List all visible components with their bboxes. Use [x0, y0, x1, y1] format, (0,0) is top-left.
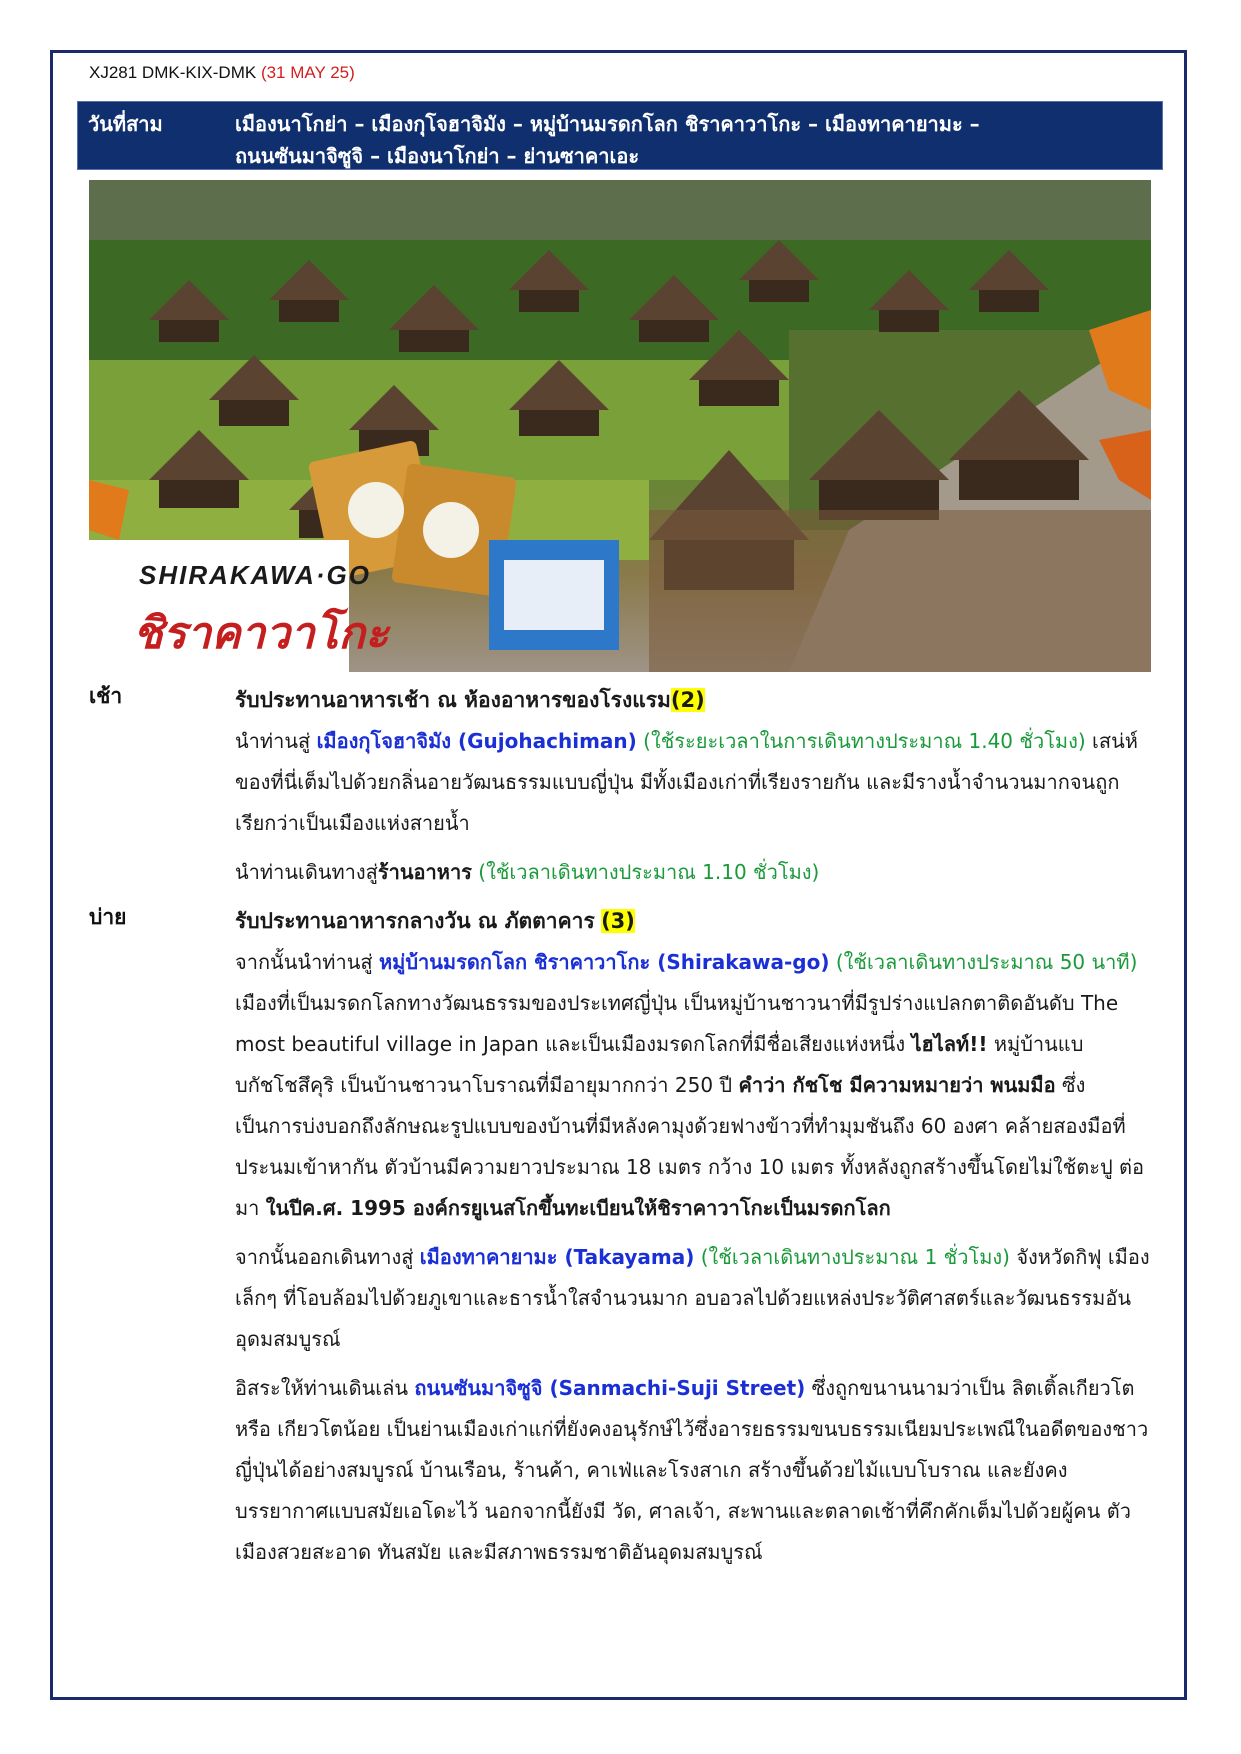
logo-english: SHIRAKAWA·GO — [139, 560, 371, 590]
morning-section — [89, 680, 1151, 893]
day-title-bar — [77, 101, 1163, 170]
restaurant-text: ร้านอาหาร — [377, 860, 472, 884]
morning-paragraph-1 — [235, 721, 1151, 844]
flight-code: XJ281 DMK-KIX-DMK — [89, 63, 257, 82]
place-takayama: เมืองทาคายามะ (Takayama) — [419, 1245, 695, 1269]
afternoon-paragraph-3 — [235, 1368, 1151, 1573]
text-segment: นำท่านเดินทางสู่ — [235, 860, 378, 884]
text-segment: จากนั้นออกเดินทางสู่ — [235, 1245, 420, 1269]
shirakawa-go-photo — [89, 180, 1151, 672]
text-segment: เมืองที่เป็นมรดกโลกทางวัฒนธรรมของประเทศญี่ปุ่น เป็นหมู่บ้านชาวนาที่มีรูปร่างแปลกตาติดอันดับ The most beautiful village in Japan และเป็นเมืองมรดกโลกที่มีชื่อเสียงแห่งหนึ่ง — [235, 991, 1119, 1056]
afternoon-paragraph-1 — [235, 942, 1151, 1229]
travel-time: (ใช้เวลาเดินทางประมาณ 50 นาที) — [829, 950, 1138, 974]
place-gujohachiman: เมืองกุโจฮาจิมัง (Gujohachiman) — [316, 729, 637, 753]
text-segment: อิสระให้ท่านเดินเล่น — [235, 1376, 415, 1400]
logo-thai: ชิราคาวาโกะ — [133, 608, 389, 659]
travel-time: (ใช้เวลาเดินทางประมาณ 1.10 ชั่วโมง) — [471, 860, 820, 884]
afternoon-label: บ่าย — [89, 905, 127, 929]
place-sanmachi-suji: ถนนซันมาจิซูจิ (Sanmachi-Suji Street) — [414, 1376, 806, 1400]
day-route — [235, 108, 1152, 172]
afternoon-meal-number: (3) — [601, 909, 635, 933]
flight-code-line — [89, 63, 355, 83]
morning-paragraph-2 — [235, 852, 1151, 893]
highlight-text: ไฮไลท์!! — [911, 1032, 988, 1056]
afternoon-section — [89, 901, 1151, 1573]
text-segment: นำท่านสู่ — [235, 729, 317, 753]
flight-date: (31 MAY 25) — [260, 63, 355, 82]
unesco-text: ในปีค.ศ. 1995 องค์กรยูเนสโกขึ้นทะเบียนให้ชิราคาวาโกะเป็นมรดกโลก — [265, 1196, 891, 1220]
route-line-2: ถนนซันมาจิซูจิ – เมืองนาโกย่า – ย่านซาคาเอะ — [235, 144, 640, 168]
gassho-meaning: คำว่า กัชโช มีความหมายว่า พนมมือ — [738, 1073, 1056, 1097]
morning-label: เช้า — [89, 684, 123, 708]
itinerary-content — [89, 680, 1151, 1573]
text-segment: หมู่บ้านแบบกัชโชสึคุริ เป็นบ้านชาวนาโบราณที่มีอายุมากกว่า 250 ปี — [235, 1032, 1084, 1097]
travel-time: (ใช้ระยะเวลาในการเดินทางประมาณ 1.40 ชั่วโมง) — [636, 729, 1086, 753]
text-segment: เสน่ห์ของที่นี่เต็มไปด้วยกลิ่นอายวัฒนธรรมแบบญี่ปุ่น มีทั้งเมืองเก่าที่เรียงรายกัน และมีรางน้ำจำนวนมากจนถูกเรียกว่าเป็นเมืองแห่งสายน้ำ — [235, 729, 1138, 835]
text-segment: ซึ่งเป็นการบ่งบอกถึงลักษณะรูปแบบของบ้านที่มีหลังคามุงด้วยฟางข้าวที่ทำมุมชันถึง 60 องศา คล้ายสองมือที่ประนมเข้าหากัน ตัวบ้านมีความยาวประมาณ 18 เมตร กว้าง 10 เมตร ทั้งหลังถูกสร้างขึ้นโดยไม่ใช้ตะปู ต่อมา — [235, 1073, 1145, 1220]
afternoon-paragraph-2 — [235, 1237, 1151, 1360]
travel-time: (ใช้เวลาเดินทางประมาณ 1 ชั่วโมง) — [694, 1245, 1010, 1269]
text-segment: ซึ่งถูกขนานนามว่าเป็น ลิตเติ้ลเกียวโต หรือ เกียวโตน้อย เป็นย่านเมืองเก่าแก่ที่ยังคงอนุรักษ์ไว้ซึ่งอารยธรรมขนบธรรมเนียมประเพณีในอดีตของชาวญี่ปุ่นได้อย่างสมบูรณ์ บ้านเรือน, ร้านค้า, คาเฟ่และโรงสาเก สร้างขึ้นด้วยไม้แบบโบราณ และยังคงบรรยากาศแบบสมัยเอโดะไว้ นอกจากนี้ยังมี วัด, ศาลเจ้า, สะพานและตลาดเช้าที่คึกคักเต็มไปด้วยผู้คน ตัวเมืองสวยสะอาด ทันสมัย และมีสภาพธรรมชาติอันอุดมสมบูรณ์ — [235, 1376, 1149, 1564]
afternoon-heading: รับประทานอาหารกลางวัน ณ ภัตตาคาร — [235, 909, 595, 933]
text-segment: จังหวัดกิฟุ เมืองเล็กๆ ที่โอบล้อมไปด้วยภูเขาและธารน้ำใสจำนวนมาก อบอวลไปด้วยแหล่งประวัติศาสตร์และวัฒนธรรมอันอุดมสมบูรณ์ — [235, 1245, 1150, 1351]
text-segment: จากนั้นนำท่านสู่ — [235, 950, 379, 974]
day-label: วันที่สาม — [88, 112, 163, 136]
morning-meal-number: (2) — [670, 688, 705, 712]
route-line-1: เมืองนาโกย่า – เมืองกุโจฮาจิมัง – หมู่บ้านมรดกโลก ชิราคาวาโกะ – เมืองทาคายามะ – — [235, 112, 980, 136]
place-shirakawa-go: หมู่บ้านมรดกโลก ชิราคาวาโกะ (Shirakawa-go) — [378, 950, 830, 974]
morning-heading: รับประทานอาหารเช้า ณ ห้องอาหารของโรงแรม — [235, 688, 671, 712]
